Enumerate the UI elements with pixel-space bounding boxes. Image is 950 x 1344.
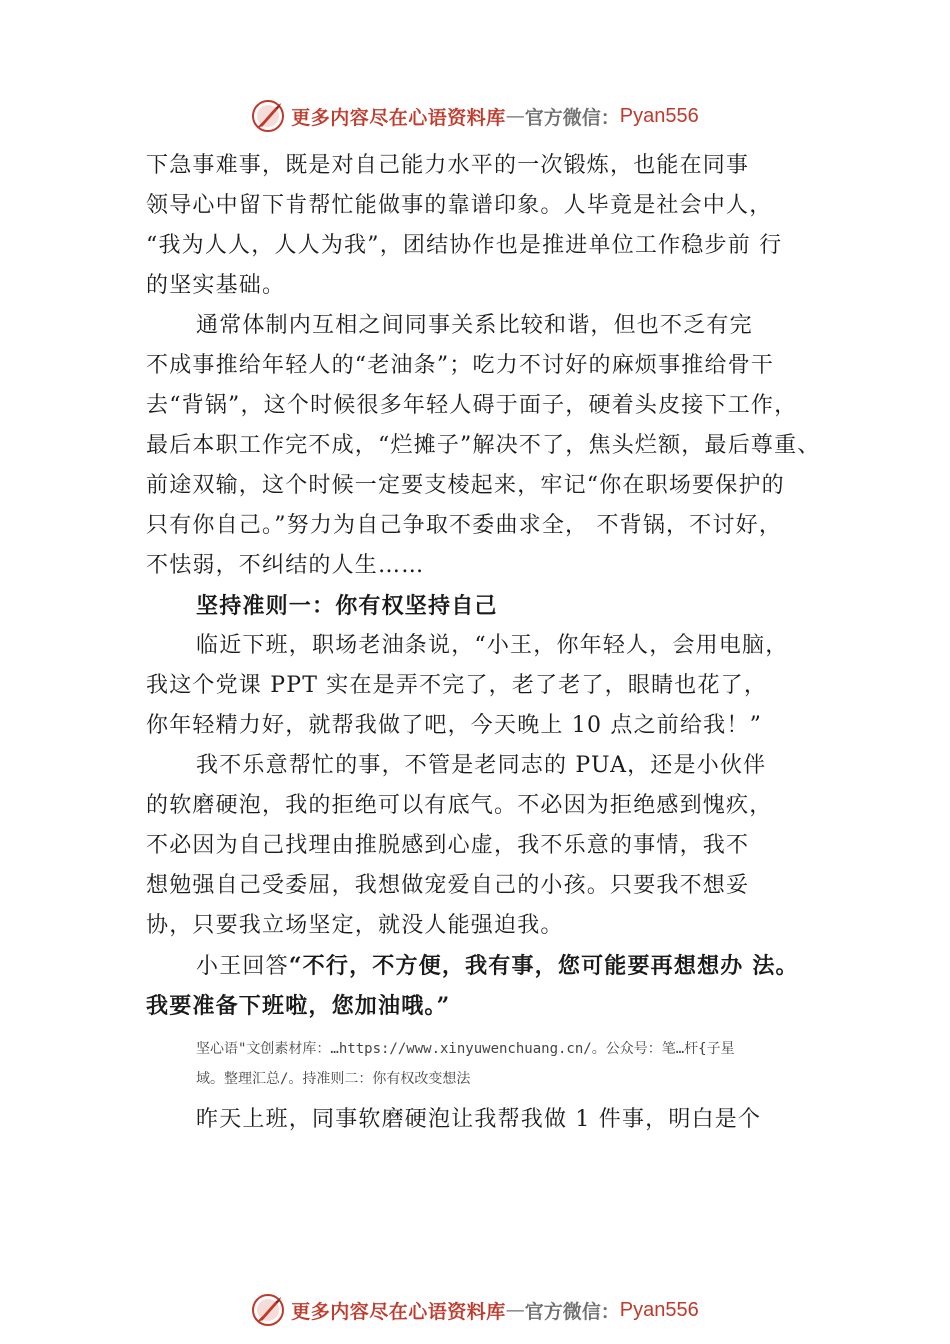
feather-pen-logo-icon [251, 1293, 285, 1327]
banner-wechat-label: 官方微信： [524, 1300, 620, 1323]
document-body [146, 146, 846, 1140]
answer-quote: “不行，不方便，我有事，您可能要再想想办 法。 [288, 953, 799, 979]
source-note: 域。整理汇总/。持准则二：你有权改变想法 [196, 1071, 471, 1087]
paragraph-line: 不怯弱，不纠结的人生…… [146, 553, 425, 578]
answer-intro: 小王回答 [196, 954, 289, 979]
paragraph-line: 临近下班，职场老油条说，“小王，你年轻人，会用电脑， [196, 633, 789, 658]
paragraph-line: 下急事难事，既是对自己能力水平的一次锻炼，也能在同事 [146, 153, 750, 178]
paragraph-line: 昨天上班，同事软磨硬泡让我帮我做 1 件事，明白是个 [196, 1107, 762, 1132]
paragraph-line: 最后本职工作完不成，“烂摊子”解决不了，焦头烂额，最后尊重、 [146, 433, 821, 458]
banner-site-name: 更多内容尽在心语资料库 [291, 106, 506, 129]
banner-wechat-label: 官方微信： [524, 106, 620, 129]
paragraph-line: 不必因为自己找理由推脱感到心虚，我不乐意的事情，我不 [146, 833, 750, 858]
paragraph-line: 去“背锅”，这个时候很多年轻人碍于面子，硬着头皮接下工作， [146, 393, 798, 418]
answer-quote-continued: 我要准备下班啦，您加油哦。” [146, 993, 451, 1019]
header-banner [0, 96, 950, 136]
paragraph-line: 我这个党课 PPT 实在是弄不完了，老了老了，眼睛也花了， [146, 673, 768, 698]
paragraph-line: 协，只要我立场坚定，就没人能强迫我。 [146, 913, 564, 938]
banner-site-name: 更多内容尽在心语资料库 [291, 1300, 506, 1323]
footer-banner [0, 1290, 950, 1330]
paragraph-line: 的软磨硬泡，我的拒绝可以有底气。不必因为拒绝感到愧疚， [146, 793, 773, 818]
banner-dash: — [505, 105, 525, 127]
paragraph-line: 你年轻精力好，就帮我做了吧，今天晚上 10 点之前给我！” [146, 713, 763, 738]
paragraph-line: 只有你自己。”努力为自己争取不委曲求全， 不背锅，不讨好， [146, 513, 783, 538]
banner-wechat-handle: Pyan556 [619, 104, 699, 127]
banner-dash: — [505, 1299, 525, 1321]
banner-wechat-handle: Pyan556 [619, 1298, 699, 1321]
paragraph-line: 想勉强自己受委屈，我想做宠爱自己的小孩。只要我不想妥 [146, 873, 750, 898]
paragraph-line: 领导心中留下肯帮忙能做事的靠谱印象。人毕竟是社会中人， [146, 193, 773, 218]
paragraph-line: 我不乐意帮忙的事，不管是老同志的 PUA，还是小伙伴 [196, 753, 767, 778]
paragraph-line: “我为人人，人人为我”，团结协作也是推进单位工作稳步前 行 [146, 233, 783, 258]
paragraph-line: 不成事推给年轻人的“老油条”；吃力不讨好的麻烦事推给骨干 [146, 353, 775, 378]
section-heading: 坚持准则一：你有权坚持自己 [196, 593, 498, 619]
paragraph-line: 通常体制内互相之间同事关系比较和谐，但也不乏有完 [196, 313, 753, 338]
paragraph-line: 前途双输，这个时候一定要支棱起来，牢记“你在职场要保护的 [146, 473, 785, 498]
source-note: 坚心语"文创素材库：…https://www.xinyuwenchuang.cn/。公众号：笔…杆{子星 [196, 1041, 735, 1057]
feather-pen-logo-icon [251, 99, 285, 133]
paragraph-line: 的坚实基础。 [146, 273, 286, 298]
answer-line [146, 946, 846, 986]
